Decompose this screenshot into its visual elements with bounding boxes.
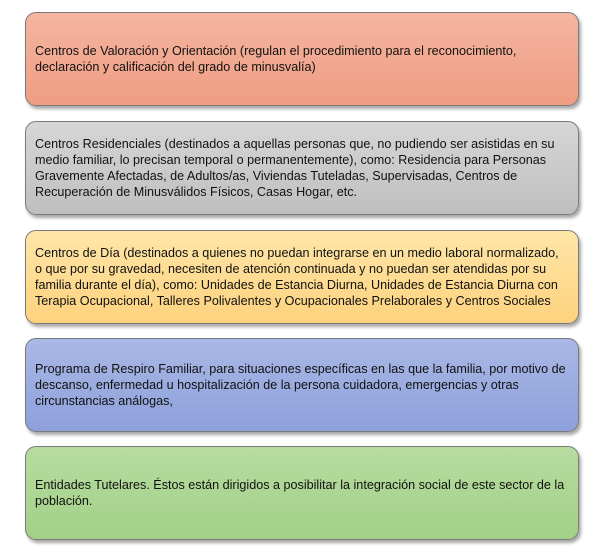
card-text: Centros Residenciales (destinados a aquellas personas que, no pudiendo ser asistidas en su medio familiar, lo precisan temporal o permanentemente), como: Residencia para Personas Gravemente Afectadas, de Adultos/as, Viviendas Tuteladas, Supervisadas, Centros de Recuperación de Minusválidos Físicos, Casas Hogar, etc. — [35, 137, 555, 199]
card-respiro-familiar — [25, 338, 579, 432]
card-text: Programa de Respiro Familiar, para situaciones específicas en las que la familia, por motivo de descanso, enfermedad u hospitalización de la persona cuidadora, emergencias y otras circunstancias análogas, — [35, 362, 566, 408]
card-valoracion-orientacion — [25, 12, 579, 106]
card-entidades-tutelares — [25, 446, 579, 540]
card-text: Centros de Valoración y Orientación (regulan el procedimiento para el reconocimiento, declaración y calificación del grado de minusvalía) — [35, 44, 517, 74]
card-centros-residenciales — [25, 121, 579, 215]
card-text: Centros de Día (destinados a quienes no puedan integrarse en un medio laboral normalizado, o que por su gravedad, necesiten de atención continuada y no puedan ser atendidas por su familia durante el día), como: Unidades de Estancia Diurna, Unidades de Estancia Diurna con Terapia Ocupacional, Talleres Polivalentes y Ocupacionales Prelaborales y Centros Sociales — [35, 246, 559, 308]
card-centros-de-dia — [25, 230, 579, 324]
card-text: Entidades Tutelares. Éstos están dirigidos a posibilitar la integración social de este sector de la población. — [35, 478, 565, 508]
